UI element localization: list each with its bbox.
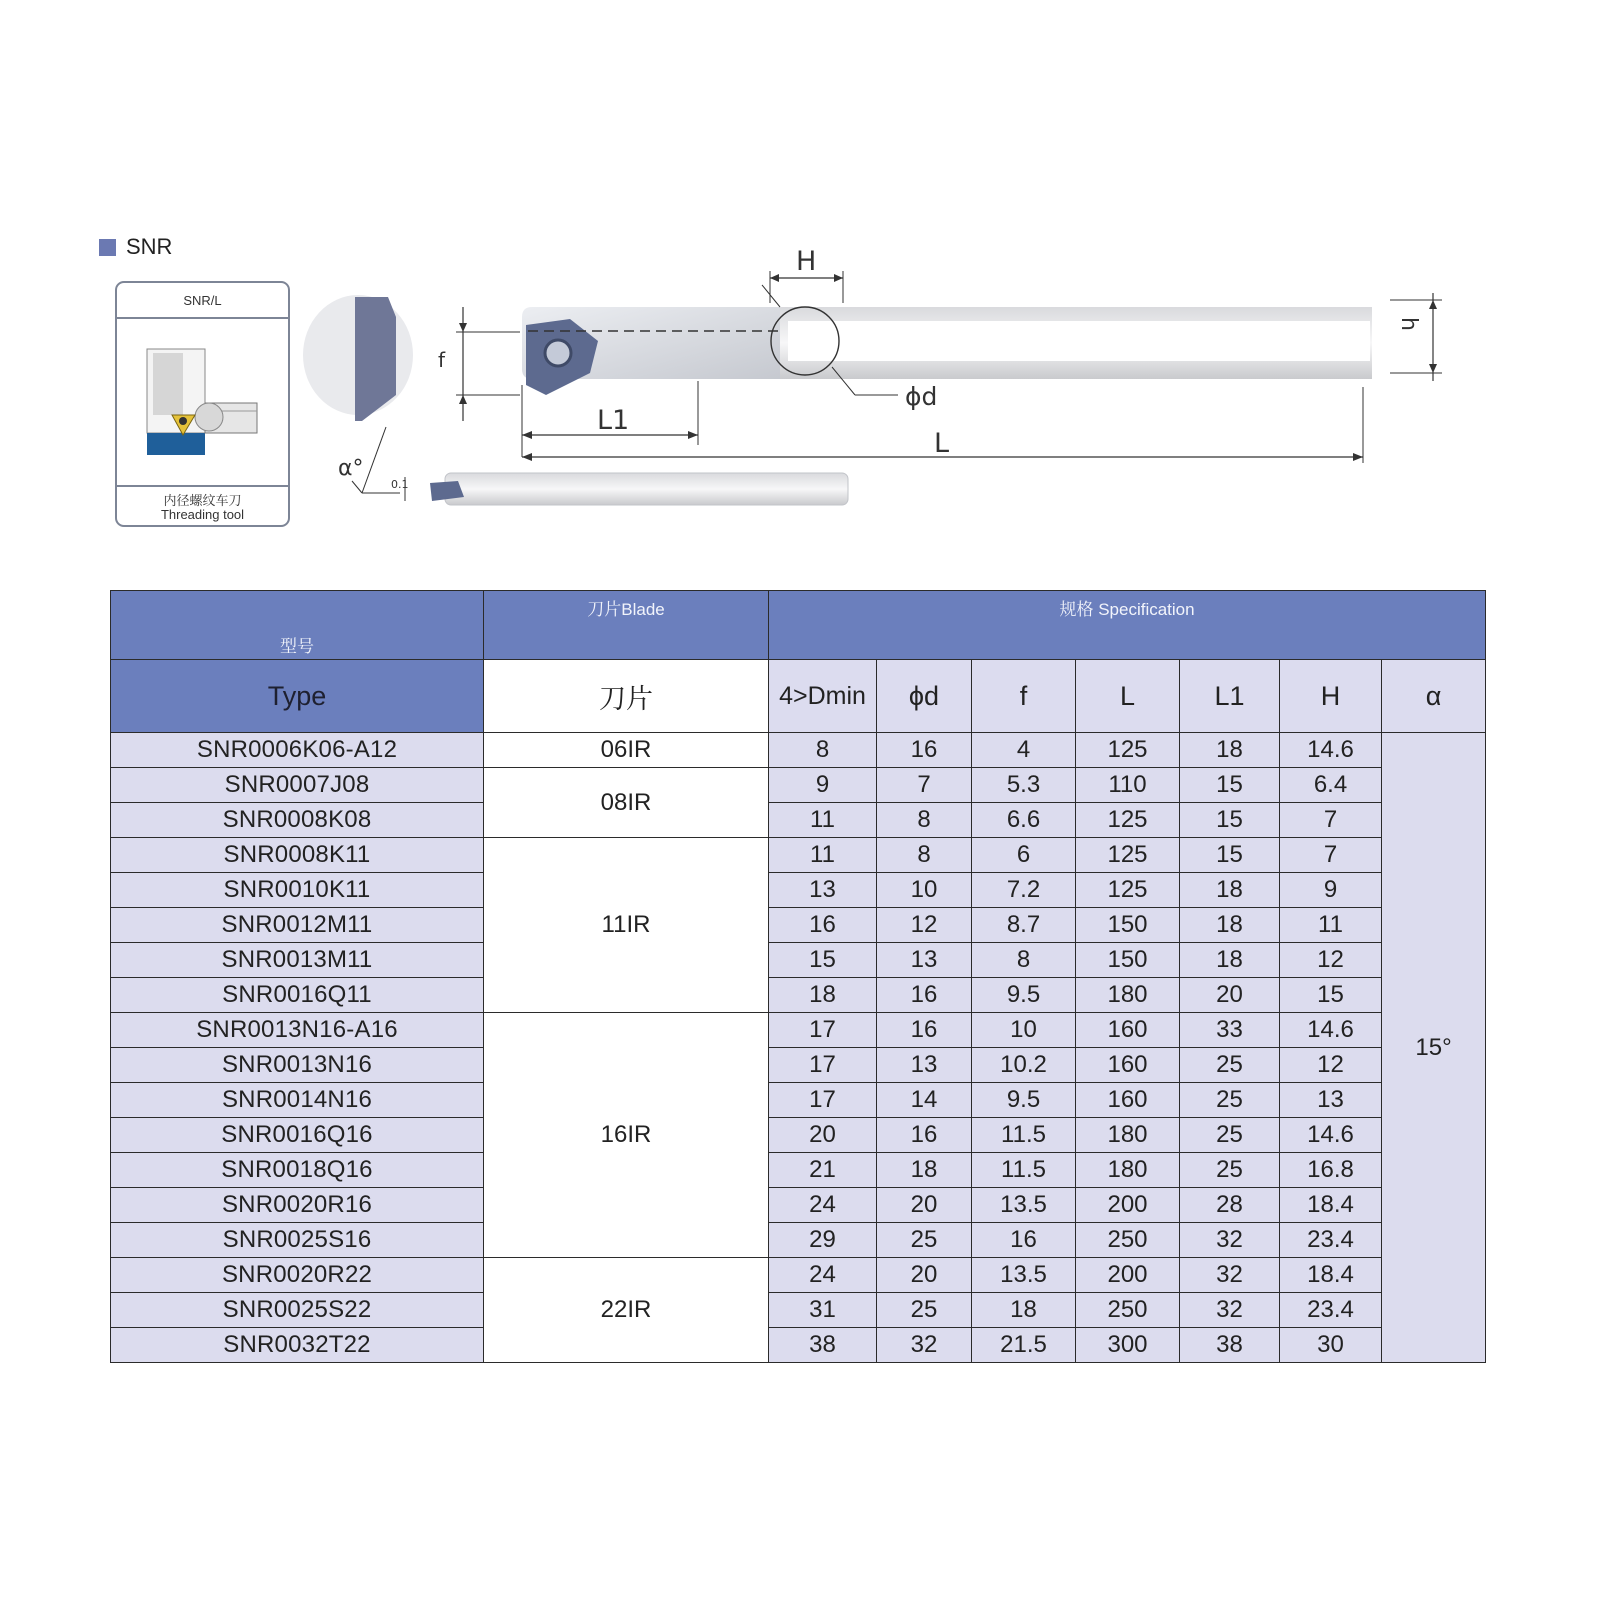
H-cell: 14.6 xyxy=(1280,733,1382,768)
spec-table-body xyxy=(111,733,1486,1363)
f-cell: 21.5 xyxy=(972,1328,1076,1363)
H-cell: 23.4 xyxy=(1280,1223,1382,1258)
group-header-type xyxy=(111,591,484,660)
side-tool-view-icon xyxy=(430,473,848,505)
L1-cell: 15 xyxy=(1180,838,1280,873)
threading-tool-icon xyxy=(117,319,288,485)
phid-cell: 16 xyxy=(877,978,972,1013)
alpha-cell: 15° xyxy=(1382,733,1486,1363)
L1-cell: 18 xyxy=(1180,943,1280,978)
H-cell: 14.6 xyxy=(1280,1118,1382,1153)
L1-cell: 25 xyxy=(1180,1048,1280,1083)
col-header-type: Type xyxy=(111,660,484,733)
alpha-label: α° xyxy=(338,456,364,481)
blade-cell: 22IR xyxy=(484,1258,769,1363)
phid-cell: 25 xyxy=(877,1223,972,1258)
H-cell: 23.4 xyxy=(1280,1293,1382,1328)
dmin-cell: 11 xyxy=(769,838,877,873)
f-cell: 8 xyxy=(972,943,1076,978)
f-cell: 9.5 xyxy=(972,1083,1076,1118)
dmin-cell: 13 xyxy=(769,873,877,908)
H-cell: 9 xyxy=(1280,873,1382,908)
tool-drawing xyxy=(300,245,1480,535)
legend-card-caption xyxy=(117,485,288,527)
table-row xyxy=(111,733,1486,768)
dmin-cell: 38 xyxy=(769,1328,877,1363)
table-row xyxy=(111,803,1486,838)
L-cell: 160 xyxy=(1076,1048,1180,1083)
type-cn-label: 型号 xyxy=(280,637,314,656)
f-cell: 11.5 xyxy=(972,1153,1076,1188)
l-dimension xyxy=(522,387,1363,463)
L1-cell: 18 xyxy=(1180,733,1280,768)
caption-en: Threading tool xyxy=(160,507,245,522)
L1-label: L1 xyxy=(597,405,630,436)
type-cell: SNR0032T22 xyxy=(111,1328,484,1363)
table-row xyxy=(111,978,1486,1013)
f-dimension xyxy=(438,307,520,421)
col-header-L: L xyxy=(1076,660,1180,733)
L-cell: 250 xyxy=(1076,1223,1180,1258)
H-cell: 14.6 xyxy=(1280,1013,1382,1048)
type-cell: SNR0016Q16 xyxy=(111,1118,484,1153)
table-row xyxy=(111,1188,1486,1223)
L1-cell: 20 xyxy=(1180,978,1280,1013)
blade-cell: 11IR xyxy=(484,838,769,1013)
type-cell: SNR0013N16-A16 xyxy=(111,1013,484,1048)
group-header-spec xyxy=(769,591,1486,660)
f-cell: 5.3 xyxy=(972,768,1076,803)
type-cell: SNR0018Q16 xyxy=(111,1153,484,1188)
tool-body-icon xyxy=(522,307,1372,395)
phid-cell: 13 xyxy=(877,943,972,978)
table-row xyxy=(111,908,1486,943)
type-cell: SNR0006K06-A12 xyxy=(111,733,484,768)
col-header-f: f xyxy=(972,660,1076,733)
H-cell: 12 xyxy=(1280,1048,1382,1083)
end-view-icon xyxy=(303,295,413,421)
legend-card-header: SNR/L xyxy=(117,283,288,319)
L1-cell: 32 xyxy=(1180,1223,1280,1258)
phi-d-label: ϕd xyxy=(905,382,938,411)
table-row xyxy=(111,1223,1486,1258)
type-cell: SNR0014N16 xyxy=(111,1083,484,1118)
f-cell: 13.5 xyxy=(972,1258,1076,1293)
type-cell: SNR0013N16 xyxy=(111,1048,484,1083)
phid-cell: 20 xyxy=(877,1258,972,1293)
L-cell: 125 xyxy=(1076,733,1180,768)
L-cell: 110 xyxy=(1076,768,1180,803)
L-label: L xyxy=(934,428,950,459)
blade-group-label: 刀片Blade xyxy=(587,600,665,619)
L-cell: 125 xyxy=(1076,873,1180,908)
L1-cell: 28 xyxy=(1180,1188,1280,1223)
dmin-cell: 8 xyxy=(769,733,877,768)
f-cell: 6.6 xyxy=(972,803,1076,838)
type-cell: SNR0025S22 xyxy=(111,1293,484,1328)
dmin-cell: 24 xyxy=(769,1188,877,1223)
L1-cell: 25 xyxy=(1180,1153,1280,1188)
type-cell: SNR0010K11 xyxy=(111,873,484,908)
tool-legend-card xyxy=(115,281,290,527)
H-cell: 7 xyxy=(1280,838,1382,873)
type-cell: SNR0008K08 xyxy=(111,803,484,838)
table-row xyxy=(111,1328,1486,1363)
title-marker-icon xyxy=(99,239,116,256)
table-row xyxy=(111,1083,1486,1118)
type-cell: SNR0016Q11 xyxy=(111,978,484,1013)
f-cell: 8.7 xyxy=(972,908,1076,943)
table-row xyxy=(111,1258,1486,1293)
phid-cell: 13 xyxy=(877,1048,972,1083)
col-header-L1: L1 xyxy=(1180,660,1280,733)
dmin-cell: 15 xyxy=(769,943,877,978)
f-cell: 4 xyxy=(972,733,1076,768)
H-cell: 18.4 xyxy=(1280,1188,1382,1223)
spec-group-label: 规格 Specification xyxy=(1059,600,1195,619)
phid-cell: 32 xyxy=(877,1328,972,1363)
type-cell: SNR0008K11 xyxy=(111,838,484,873)
L1-cell: 32 xyxy=(1180,1293,1280,1328)
table-row xyxy=(111,1153,1486,1188)
H-cell: 6.4 xyxy=(1280,768,1382,803)
L1-cell: 15 xyxy=(1180,768,1280,803)
dmin-cell: 16 xyxy=(769,908,877,943)
phid-cell: 20 xyxy=(877,1188,972,1223)
L-cell: 180 xyxy=(1076,1153,1180,1188)
phid-cell: 16 xyxy=(877,733,972,768)
dmin-cell: 21 xyxy=(769,1153,877,1188)
phid-cell: 8 xyxy=(877,838,972,873)
table-row xyxy=(111,1048,1486,1083)
H-cell: 18.4 xyxy=(1280,1258,1382,1293)
f-cell: 9.5 xyxy=(972,978,1076,1013)
f-cell: 11.5 xyxy=(972,1118,1076,1153)
L-cell: 250 xyxy=(1076,1293,1180,1328)
dmin-cell: 9 xyxy=(769,768,877,803)
dmin-cell: 17 xyxy=(769,1048,877,1083)
phid-cell: 7 xyxy=(877,768,972,803)
dmin-cell: 31 xyxy=(769,1293,877,1328)
h-dimension xyxy=(762,246,843,307)
H-cell: 30 xyxy=(1280,1328,1382,1363)
f-cell: 13.5 xyxy=(972,1188,1076,1223)
alpha-detail xyxy=(338,427,409,501)
L-cell: 150 xyxy=(1076,943,1180,978)
dmin-cell: 11 xyxy=(769,803,877,838)
L-cell: 150 xyxy=(1076,908,1180,943)
section-title xyxy=(99,234,172,260)
type-cell: SNR0013M11 xyxy=(111,943,484,978)
col-header-dmin: 4>Dmin xyxy=(769,660,877,733)
H-cell: 7 xyxy=(1280,803,1382,838)
blade-cell: 08IR xyxy=(484,768,769,838)
dmin-cell: 29 xyxy=(769,1223,877,1258)
H-cell: 16.8 xyxy=(1280,1153,1382,1188)
table-row xyxy=(111,1293,1486,1328)
L1-cell: 15 xyxy=(1180,803,1280,838)
type-cell: SNR0020R22 xyxy=(111,1258,484,1293)
L1-cell: 18 xyxy=(1180,873,1280,908)
caption-cn: 内径螺纹车刀 xyxy=(163,493,242,508)
phid-cell: 16 xyxy=(877,1013,972,1048)
L-cell: 180 xyxy=(1076,978,1180,1013)
col-header-blade: 刀片 xyxy=(484,660,769,733)
f-cell: 18 xyxy=(972,1293,1076,1328)
L1-cell: 38 xyxy=(1180,1328,1280,1363)
L1-cell: 33 xyxy=(1180,1013,1280,1048)
type-cell: SNR0007J08 xyxy=(111,768,484,803)
table-row xyxy=(111,768,1486,803)
blade-cell: 06IR xyxy=(484,733,769,768)
f-label: f xyxy=(438,348,446,372)
phid-cell: 10 xyxy=(877,873,972,908)
phid-cell: 14 xyxy=(877,1083,972,1118)
f-cell: 6 xyxy=(972,838,1076,873)
H-cell: 11 xyxy=(1280,908,1382,943)
col-header-alpha: α xyxy=(1382,660,1486,733)
h-side-label: h xyxy=(1396,317,1421,331)
title-text: SNR xyxy=(126,234,173,259)
table-row xyxy=(111,873,1486,908)
f-cell: 10.2 xyxy=(972,1048,1076,1083)
L-cell: 200 xyxy=(1076,1188,1180,1223)
L-cell: 200 xyxy=(1076,1258,1180,1293)
col-header-H: H xyxy=(1280,660,1382,733)
type-cell: SNR0012M11 xyxy=(111,908,484,943)
col-header-phid: ϕd xyxy=(877,660,972,733)
phid-cell: 25 xyxy=(877,1293,972,1328)
phid-cell: 18 xyxy=(877,1153,972,1188)
L1-cell: 18 xyxy=(1180,908,1280,943)
h-side-dimension xyxy=(1390,293,1442,381)
f-cell: 7.2 xyxy=(972,873,1076,908)
H-cell: 15 xyxy=(1280,978,1382,1013)
H-cell: 12 xyxy=(1280,943,1382,978)
blade-cell: 16IR xyxy=(484,1013,769,1258)
dmin-cell: 24 xyxy=(769,1258,877,1293)
L-cell: 160 xyxy=(1076,1083,1180,1118)
type-cell: SNR0025S16 xyxy=(111,1223,484,1258)
dmin-cell: 17 xyxy=(769,1013,877,1048)
L1-cell: 32 xyxy=(1180,1258,1280,1293)
L1-cell: 25 xyxy=(1180,1118,1280,1153)
dmin-cell: 20 xyxy=(769,1118,877,1153)
spec-table xyxy=(110,590,1486,1363)
type-cell: SNR0020R16 xyxy=(111,1188,484,1223)
L-cell: 300 xyxy=(1076,1328,1180,1363)
L-cell: 125 xyxy=(1076,838,1180,873)
L-cell: 180 xyxy=(1076,1118,1180,1153)
phid-cell: 8 xyxy=(877,803,972,838)
zero-one-label: 0.1 xyxy=(391,478,409,491)
L-cell: 160 xyxy=(1076,1013,1180,1048)
L-cell: 125 xyxy=(1076,803,1180,838)
dmin-cell: 18 xyxy=(769,978,877,1013)
table-row xyxy=(111,1118,1486,1153)
group-header-blade xyxy=(484,591,769,660)
H-cell: 13 xyxy=(1280,1083,1382,1118)
table-row xyxy=(111,1013,1486,1048)
phid-cell: 12 xyxy=(877,908,972,943)
L1-cell: 25 xyxy=(1180,1083,1280,1118)
f-cell: 10 xyxy=(972,1013,1076,1048)
f-cell: 16 xyxy=(972,1223,1076,1258)
dmin-cell: 17 xyxy=(769,1083,877,1118)
H-label: H xyxy=(796,246,817,277)
table-row xyxy=(111,838,1486,873)
table-row xyxy=(111,943,1486,978)
phid-cell: 16 xyxy=(877,1118,972,1153)
